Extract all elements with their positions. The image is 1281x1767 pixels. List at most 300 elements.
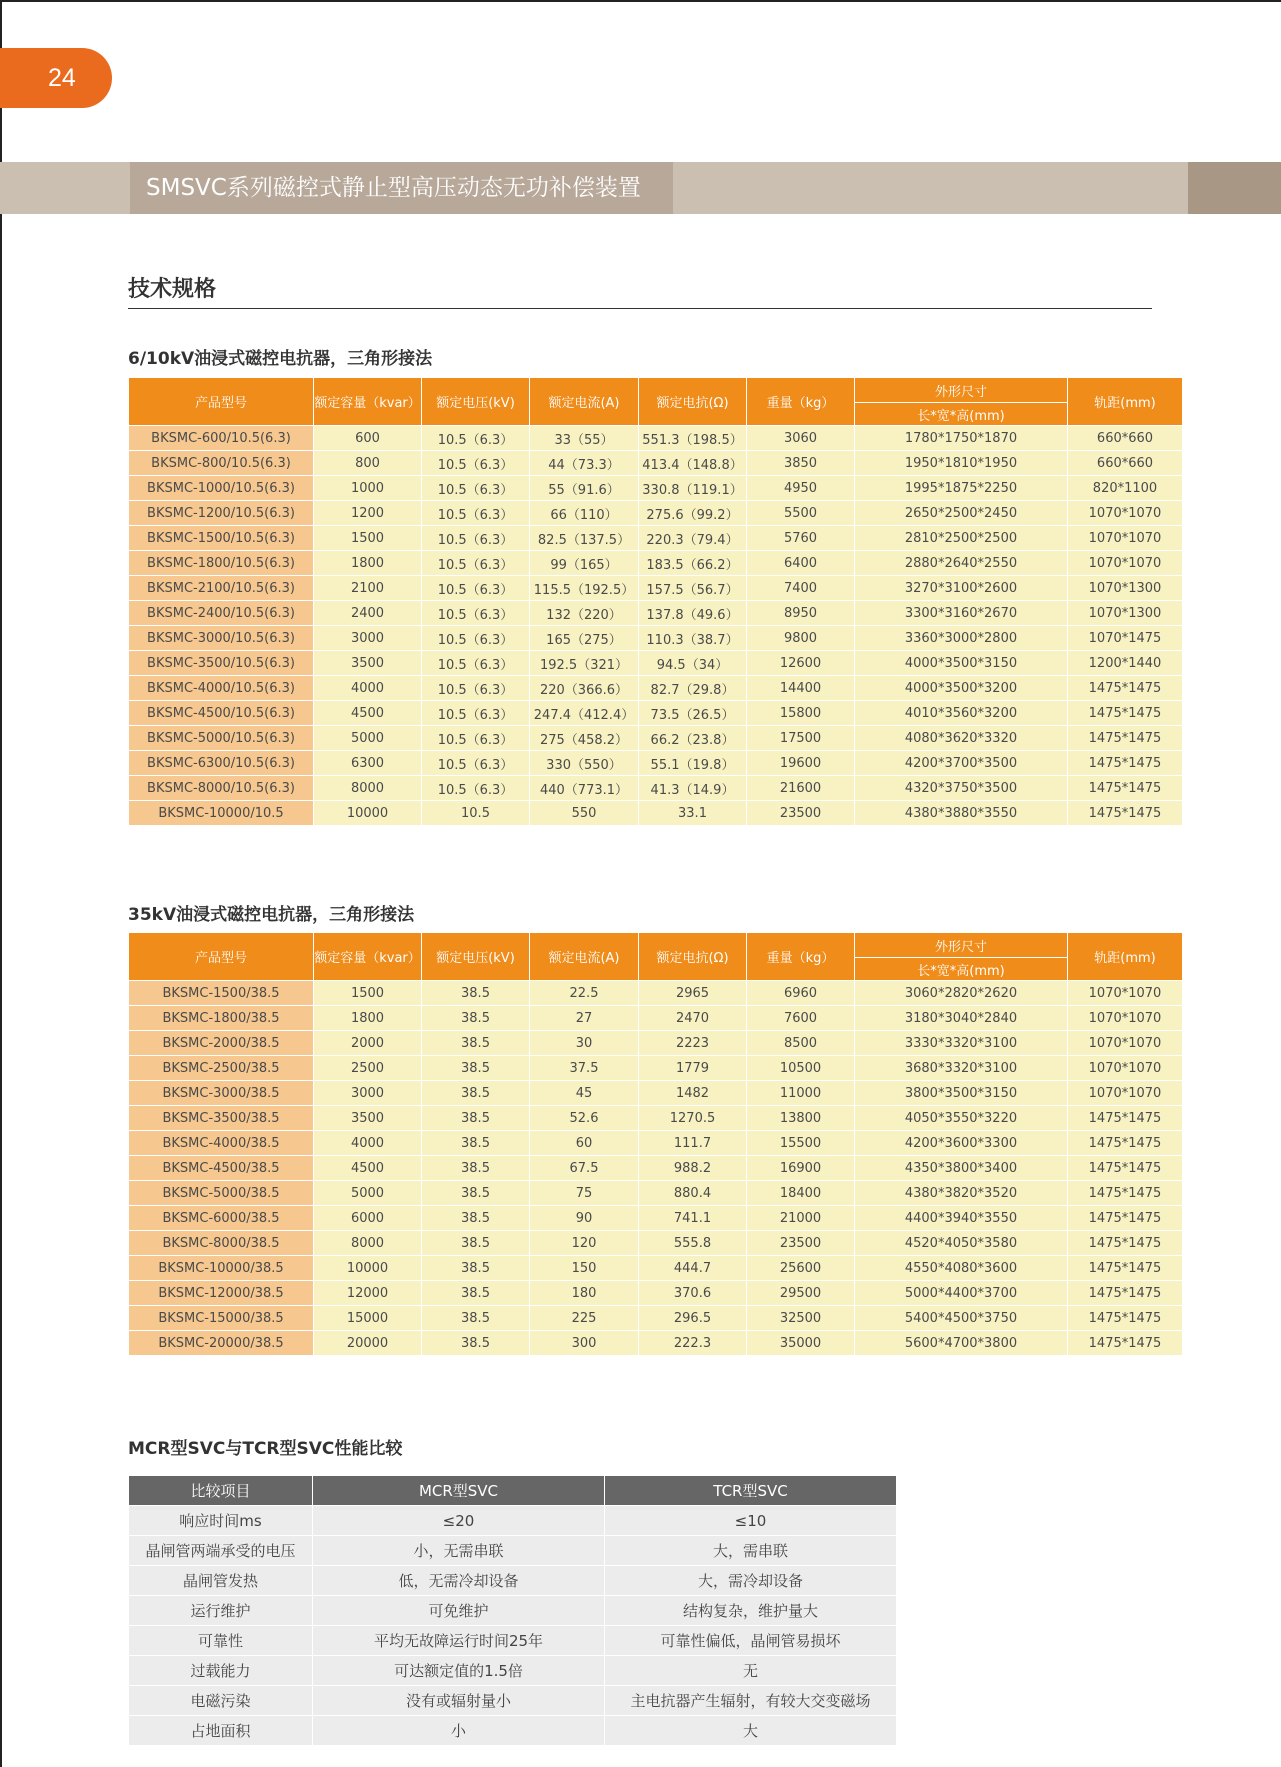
table-cell: 10.5（6.3）	[422, 601, 530, 626]
table-row	[129, 701, 1183, 726]
table-cell: 5000	[314, 1181, 422, 1206]
table-cell: 6400	[747, 551, 855, 576]
table-cell: 10000	[314, 801, 422, 826]
table-cell: 73.5（26.5）	[639, 701, 747, 726]
table-cell: 3330*3320*3100	[855, 1031, 1068, 1056]
table-cell: BKSMC-3000/10.5(6.3)	[129, 626, 314, 651]
table-cell: 55.1（19.8）	[639, 751, 747, 776]
table-cell: 1800	[314, 1006, 422, 1031]
table-cell: 1475*1475	[1068, 1156, 1183, 1181]
table-cell: 10.5（6.3）	[422, 426, 530, 451]
table-cell: 94.5（34）	[639, 651, 747, 676]
table-cell: 1475*1475	[1068, 1131, 1183, 1156]
table-cell: 30	[530, 1031, 639, 1056]
spec-table-35kv	[128, 932, 1183, 1356]
table-cell: 1475*1475	[1068, 726, 1183, 751]
table-cell: 33.1	[639, 801, 747, 826]
table-cell: 3500	[314, 651, 422, 676]
table-cell: 37.5	[530, 1056, 639, 1081]
table-cell: BKSMC-800/10.5(6.3)	[129, 451, 314, 476]
table-cell: 4520*4050*3580	[855, 1231, 1068, 1256]
table-cell: 38.5	[422, 1331, 530, 1356]
table-row	[129, 1031, 1183, 1056]
table-cell: 600	[314, 426, 422, 451]
table-cell: 平均无故障运行时间25年	[313, 1626, 605, 1656]
table-cell: 1475*1475	[1068, 801, 1183, 826]
col-header-current: 额定电流(A)	[530, 378, 639, 426]
table-cell: 13800	[747, 1106, 855, 1131]
table-cell: 15000	[314, 1306, 422, 1331]
table-row	[129, 1331, 1183, 1356]
table-cell: 35000	[747, 1331, 855, 1356]
table-cell: 晶闸管两端承受的电压	[129, 1536, 313, 1566]
col-header-capacity: 额定容量（kvar）	[314, 378, 422, 426]
table-row	[129, 1106, 1183, 1131]
col-header-gauge: 轨距(mm)	[1068, 933, 1183, 981]
table-cell: 1000	[314, 476, 422, 501]
table-cell: 220.3（79.4）	[639, 526, 747, 551]
col-header-weight: 重量（kg）	[747, 933, 855, 981]
table-cell: 550	[530, 801, 639, 826]
table-cell: 1070*1300	[1068, 576, 1183, 601]
table-cell: 137.8（49.6）	[639, 601, 747, 626]
table-cell: 电磁污染	[129, 1686, 313, 1716]
table-cell: 5000*4400*3700	[855, 1281, 1068, 1306]
table-cell: 10.5	[422, 801, 530, 826]
table-cell: 3060*2820*2620	[855, 981, 1068, 1006]
table-cell: 3500	[314, 1106, 422, 1131]
table-cell: BKSMC-15000/38.5	[129, 1306, 314, 1331]
table-row	[129, 1256, 1183, 1281]
table-cell: 4950	[747, 476, 855, 501]
table-cell: 10.5（6.3）	[422, 726, 530, 751]
table-cell: 38.5	[422, 1281, 530, 1306]
table-cell: 1070*1070	[1068, 1081, 1183, 1106]
table-cell: 82.7（29.8）	[639, 676, 747, 701]
table-cell: 10000	[314, 1256, 422, 1281]
table-cell: BKSMC-4000/38.5	[129, 1131, 314, 1156]
col-header-dims-sub: 长*宽*高(mm)	[855, 958, 1068, 981]
table-cell: 8500	[747, 1031, 855, 1056]
section-title: 技术规格	[128, 277, 217, 302]
table-cell: 157.5（56.7）	[639, 576, 747, 601]
table-cell: BKSMC-6000/38.5	[129, 1206, 314, 1231]
table-row	[129, 476, 1183, 501]
table-cell: 1500	[314, 526, 422, 551]
table-cell: 大，需串联	[605, 1536, 897, 1566]
table-cell: 23500	[747, 1231, 855, 1256]
table-cell: 2650*2500*2450	[855, 501, 1068, 526]
table-cell: 过载能力	[129, 1656, 313, 1686]
table-cell: 25600	[747, 1256, 855, 1281]
table-cell: 66（110）	[530, 501, 639, 526]
table-cell: 主电抗器产生辐射，有较大交变磁场	[605, 1686, 897, 1716]
table-cell: BKSMC-1800/10.5(6.3)	[129, 551, 314, 576]
table-cell: 1200	[314, 501, 422, 526]
table-cell: 2223	[639, 1031, 747, 1056]
table-cell: BKSMC-6300/10.5(6.3)	[129, 751, 314, 776]
table-cell: 1200*1440	[1068, 651, 1183, 676]
table-cell: 3060	[747, 426, 855, 451]
table-row	[129, 1131, 1183, 1156]
table-row	[129, 1231, 1183, 1256]
col-header-dims-sub: 长*宽*高(mm)	[855, 403, 1068, 426]
table2-title: 35kV油浸式磁控电抗器，三角形接法	[128, 905, 415, 925]
table-cell: 10.5（6.3）	[422, 576, 530, 601]
table-cell: 占地面积	[129, 1716, 313, 1746]
col-header-gauge: 轨距(mm)	[1068, 378, 1183, 426]
table-cell: 413.4（148.8）	[639, 451, 747, 476]
table-cell: 275（458.2）	[530, 726, 639, 751]
table-cell: 2965	[639, 981, 747, 1006]
table-cell: 4010*3560*3200	[855, 701, 1068, 726]
table-row	[129, 601, 1183, 626]
table-cell: 132（220）	[530, 601, 639, 626]
table-row	[129, 1056, 1183, 1081]
table-cell: 38.5	[422, 1131, 530, 1156]
table-cell: 220（366.6）	[530, 676, 639, 701]
table-cell: 7400	[747, 576, 855, 601]
table-cell: 21000	[747, 1206, 855, 1231]
table-cell: 8000	[314, 1231, 422, 1256]
table-cell: 4200*3700*3500	[855, 751, 1068, 776]
table-row	[129, 726, 1183, 751]
table-cell: 14400	[747, 676, 855, 701]
table-cell: 2880*2640*2550	[855, 551, 1068, 576]
table-cell: 38.5	[422, 1231, 530, 1256]
table-cell: BKSMC-8000/10.5(6.3)	[129, 776, 314, 801]
table-cell: 38.5	[422, 1206, 530, 1231]
table-cell: 3180*3040*2840	[855, 1006, 1068, 1031]
table-cell: 10.5（6.3）	[422, 451, 530, 476]
table-cell: BKSMC-4500/10.5(6.3)	[129, 701, 314, 726]
table-row	[129, 1626, 897, 1656]
table-row	[129, 626, 1183, 651]
table-cell: 4380*3880*3550	[855, 801, 1068, 826]
table-cell: BKSMC-1200/10.5(6.3)	[129, 501, 314, 526]
table-cell: 3680*3320*3100	[855, 1056, 1068, 1081]
table-row	[129, 1281, 1183, 1306]
table-cell: 4200*3600*3300	[855, 1131, 1068, 1156]
table-row	[129, 651, 1183, 676]
table-cell: 6000	[314, 1206, 422, 1231]
table-cell: 1779	[639, 1056, 747, 1081]
table-cell: 52.6	[530, 1106, 639, 1131]
table-cell: 192.5（321）	[530, 651, 639, 676]
table-cell: 10.5（6.3）	[422, 476, 530, 501]
table-cell: 38.5	[422, 981, 530, 1006]
table-cell: 150	[530, 1256, 639, 1281]
col-header-weight: 重量（kg）	[747, 378, 855, 426]
table-cell: BKSMC-10000/10.5	[129, 801, 314, 826]
table-cell: 3000	[314, 626, 422, 651]
table-cell: 4500	[314, 701, 422, 726]
table-cell: BKSMC-2100/10.5(6.3)	[129, 576, 314, 601]
table-cell: 低，无需冷却设备	[313, 1566, 605, 1596]
col-header-model: 产品型号	[129, 933, 314, 981]
table-cell: 5600*4700*3800	[855, 1331, 1068, 1356]
banner-title: SMSVC系列磁控式静止型高压动态无功补偿装置	[130, 162, 673, 214]
table-cell: 10.5（6.3）	[422, 501, 530, 526]
table-row	[129, 526, 1183, 551]
table-cell: 19600	[747, 751, 855, 776]
table-cell: 800	[314, 451, 422, 476]
table-cell: 115.5（192.5）	[530, 576, 639, 601]
table-cell: 23500	[747, 801, 855, 826]
table-cell: 5000	[314, 726, 422, 751]
table-cell: 82.5（137.5）	[530, 526, 639, 551]
table-cell: 2400	[314, 601, 422, 626]
table-cell: 99（165）	[530, 551, 639, 576]
table-cell: 6300	[314, 751, 422, 776]
table-cell: BKSMC-5000/10.5(6.3)	[129, 726, 314, 751]
table-cell: BKSMC-1500/10.5(6.3)	[129, 526, 314, 551]
table-row	[129, 451, 1183, 476]
table-cell: 1475*1475	[1068, 1206, 1183, 1231]
table-row	[129, 1081, 1183, 1106]
table-cell: 1070*1070	[1068, 551, 1183, 576]
table-cell: 988.2	[639, 1156, 747, 1181]
table-cell: 3360*3000*2800	[855, 626, 1068, 651]
table-cell: 1475*1475	[1068, 751, 1183, 776]
table-cell: BKSMC-1000/10.5(6.3)	[129, 476, 314, 501]
table-cell: 4400*3940*3550	[855, 1206, 1068, 1231]
col-header-dims: 外形尺寸	[855, 378, 1068, 403]
table-cell: 9800	[747, 626, 855, 651]
table-row	[129, 1506, 897, 1536]
table-cell: 可达额定值的1.5倍	[313, 1656, 605, 1686]
table-cell: BKSMC-2000/38.5	[129, 1031, 314, 1056]
table-cell: BKSMC-3500/38.5	[129, 1106, 314, 1131]
table-row	[129, 551, 1183, 576]
table-cell: 1500	[314, 981, 422, 1006]
table-cell: 1995*1875*2250	[855, 476, 1068, 501]
table-cell: 29500	[747, 1281, 855, 1306]
table-cell: 15800	[747, 701, 855, 726]
table-cell: 没有或辐射量小	[313, 1686, 605, 1716]
table-cell: 880.4	[639, 1181, 747, 1206]
table-cell: 75	[530, 1181, 639, 1206]
table-cell: 小	[313, 1716, 605, 1746]
table-cell: 3300*3160*2670	[855, 601, 1068, 626]
table-cell: 12600	[747, 651, 855, 676]
table-cell: 1475*1475	[1068, 1181, 1183, 1206]
table-cell: 2000	[314, 1031, 422, 1056]
table-cell: 660*660	[1068, 426, 1183, 451]
table-cell: 5500	[747, 501, 855, 526]
table-cell: 16900	[747, 1156, 855, 1181]
table-cell: BKSMC-3500/10.5(6.3)	[129, 651, 314, 676]
table-cell: 大	[605, 1716, 897, 1746]
table-cell: 66.2（23.8）	[639, 726, 747, 751]
table-cell: 可靠性偏低，晶闸管易损坏	[605, 1626, 897, 1656]
table-cell: 440（773.1）	[530, 776, 639, 801]
table-cell: 1475*1475	[1068, 1231, 1183, 1256]
table-cell: 38.5	[422, 1081, 530, 1106]
table-cell: 275.6（99.2）	[639, 501, 747, 526]
table-cell: 晶闸管发热	[129, 1566, 313, 1596]
table-cell: 17500	[747, 726, 855, 751]
table-cell: ≤10	[605, 1506, 897, 1536]
table-row	[129, 1306, 1183, 1331]
table-cell: BKSMC-3000/38.5	[129, 1081, 314, 1106]
table-cell: 741.1	[639, 1206, 747, 1231]
table-cell: 7600	[747, 1006, 855, 1031]
col-header-current: 额定电流(A)	[530, 933, 639, 981]
table-cell: 222.3	[639, 1331, 747, 1356]
table-cell: 1482	[639, 1081, 747, 1106]
col-header-capacity: 额定容量（kvar）	[314, 933, 422, 981]
table-cell: BKSMC-1800/38.5	[129, 1006, 314, 1031]
table-cell: 180	[530, 1281, 639, 1306]
table-cell: 大，需冷却设备	[605, 1566, 897, 1596]
table-cell: 3000	[314, 1081, 422, 1106]
table-cell: 11000	[747, 1081, 855, 1106]
table-cell: 5400*4500*3750	[855, 1306, 1068, 1331]
table-cell: 6960	[747, 981, 855, 1006]
table-cell: 22.5	[530, 981, 639, 1006]
table-cell: 10.5（6.3）	[422, 751, 530, 776]
table-row	[129, 426, 1183, 451]
table-cell: BKSMC-1500/38.5	[129, 981, 314, 1006]
table-cell: 225	[530, 1306, 639, 1331]
table-cell: 4050*3550*3220	[855, 1106, 1068, 1131]
table-cell: 3270*3100*2600	[855, 576, 1068, 601]
table-cell: ≤20	[313, 1506, 605, 1536]
table-cell: 551.3（198.5）	[639, 426, 747, 451]
table-row	[129, 1181, 1183, 1206]
table-cell: 4000*3500*3150	[855, 651, 1068, 676]
table-row	[129, 1656, 897, 1686]
table-cell: 8000	[314, 776, 422, 801]
col-header-dims: 外形尺寸	[855, 933, 1068, 958]
table-cell: 300	[530, 1331, 639, 1356]
table-row	[129, 676, 1183, 701]
table-cell: 1070*1475	[1068, 626, 1183, 651]
table-row	[129, 981, 1183, 1006]
table-cell: 10.5（6.3）	[422, 676, 530, 701]
table-cell: 660*660	[1068, 451, 1183, 476]
table-cell: 183.5（66.2）	[639, 551, 747, 576]
table-cell: 5760	[747, 526, 855, 551]
table-cell: 8950	[747, 601, 855, 626]
col-header-voltage: 额定电压(kV)	[422, 933, 530, 981]
table-cell: 38.5	[422, 1056, 530, 1081]
table-cell: BKSMC-600/10.5(6.3)	[129, 426, 314, 451]
table-cell: 1070*1070	[1068, 526, 1183, 551]
table-cell: 38.5	[422, 1006, 530, 1031]
table-cell: 10500	[747, 1056, 855, 1081]
table-cell: 1070*1300	[1068, 601, 1183, 626]
table-cell: 165（275）	[530, 626, 639, 651]
table-row	[129, 1206, 1183, 1231]
table-cell: 4550*4080*3600	[855, 1256, 1068, 1281]
banner-end-block	[1188, 162, 1281, 214]
table-cell: 10.5（6.3）	[422, 626, 530, 651]
table-cell: 41.3（14.9）	[639, 776, 747, 801]
table-cell: BKSMC-8000/38.5	[129, 1231, 314, 1256]
table-cell: 10.5（6.3）	[422, 651, 530, 676]
table-cell: 38.5	[422, 1031, 530, 1056]
table-cell: 3800*3500*3150	[855, 1081, 1068, 1106]
table-row	[129, 751, 1183, 776]
table-row	[129, 1686, 897, 1716]
table-cell: 1475*1475	[1068, 1281, 1183, 1306]
table-cell: 38.5	[422, 1106, 530, 1131]
table-cell: 1950*1810*1950	[855, 451, 1068, 476]
table-cell: 12000	[314, 1281, 422, 1306]
table-cell: 38.5	[422, 1256, 530, 1281]
table-cell: 1070*1070	[1068, 1006, 1183, 1031]
table-cell: 2500	[314, 1056, 422, 1081]
table-cell: 可免维护	[313, 1596, 605, 1626]
table-cell: 330.8（119.1）	[639, 476, 747, 501]
table-row	[129, 576, 1183, 601]
table-row	[129, 1566, 897, 1596]
table-cell: 2100	[314, 576, 422, 601]
table-cell: 44（73.3）	[530, 451, 639, 476]
table-cell: 370.6	[639, 1281, 747, 1306]
table-cell: 4080*3620*3320	[855, 726, 1068, 751]
table-cell: 20000	[314, 1331, 422, 1356]
compare-table	[128, 1475, 897, 1746]
table-cell: 4500	[314, 1156, 422, 1181]
table-cell: BKSMC-4000/10.5(6.3)	[129, 676, 314, 701]
table-cell: 38.5	[422, 1306, 530, 1331]
table-cell: 1475*1475	[1068, 1331, 1183, 1356]
table-cell: 结构复杂，维护量大	[605, 1596, 897, 1626]
spec-table-10kv	[128, 377, 1183, 826]
table-cell: BKSMC-20000/38.5	[129, 1331, 314, 1356]
table-cell: 111.7	[639, 1131, 747, 1156]
table-cell: 10.5（6.3）	[422, 776, 530, 801]
table-cell: 无	[605, 1656, 897, 1686]
compare-title: MCR型SVC与TCR型SVC性能比较	[128, 1439, 403, 1459]
table-cell: 32500	[747, 1306, 855, 1331]
table-row	[129, 1536, 897, 1566]
table-cell: 4320*3750*3500	[855, 776, 1068, 801]
table-cell: 45	[530, 1081, 639, 1106]
table-cell: 296.5	[639, 1306, 747, 1331]
table-cell: 1070*1070	[1068, 981, 1183, 1006]
table-cell: 60	[530, 1131, 639, 1156]
table-cell: 1070*1070	[1068, 501, 1183, 526]
table-cell: 4000	[314, 1131, 422, 1156]
table-cell: 18400	[747, 1181, 855, 1206]
table-cell: 120	[530, 1231, 639, 1256]
table-cell: 1800	[314, 551, 422, 576]
table-cell: 1780*1750*1870	[855, 426, 1068, 451]
table-cell: 90	[530, 1206, 639, 1231]
table-row	[129, 1596, 897, 1626]
table-cell: 555.8	[639, 1231, 747, 1256]
table-cell: 33（55）	[530, 426, 639, 451]
table-cell: 运行维护	[129, 1596, 313, 1626]
table-cell: 27	[530, 1006, 639, 1031]
table-cell: 4000	[314, 676, 422, 701]
col-header-reactance: 额定电抗(Ω)	[639, 378, 747, 426]
table-cell: 10.5（6.3）	[422, 701, 530, 726]
table-row	[129, 776, 1183, 801]
table-cell: BKSMC-5000/38.5	[129, 1181, 314, 1206]
table-cell: 小，无需串联	[313, 1536, 605, 1566]
table-row	[129, 801, 1183, 826]
table-cell: 4380*3820*3520	[855, 1181, 1068, 1206]
table-cell: 1475*1475	[1068, 1306, 1183, 1331]
table-cell: 2810*2500*2500	[855, 526, 1068, 551]
table-cell: 1475*1475	[1068, 701, 1183, 726]
table-cell: BKSMC-2500/38.5	[129, 1056, 314, 1081]
